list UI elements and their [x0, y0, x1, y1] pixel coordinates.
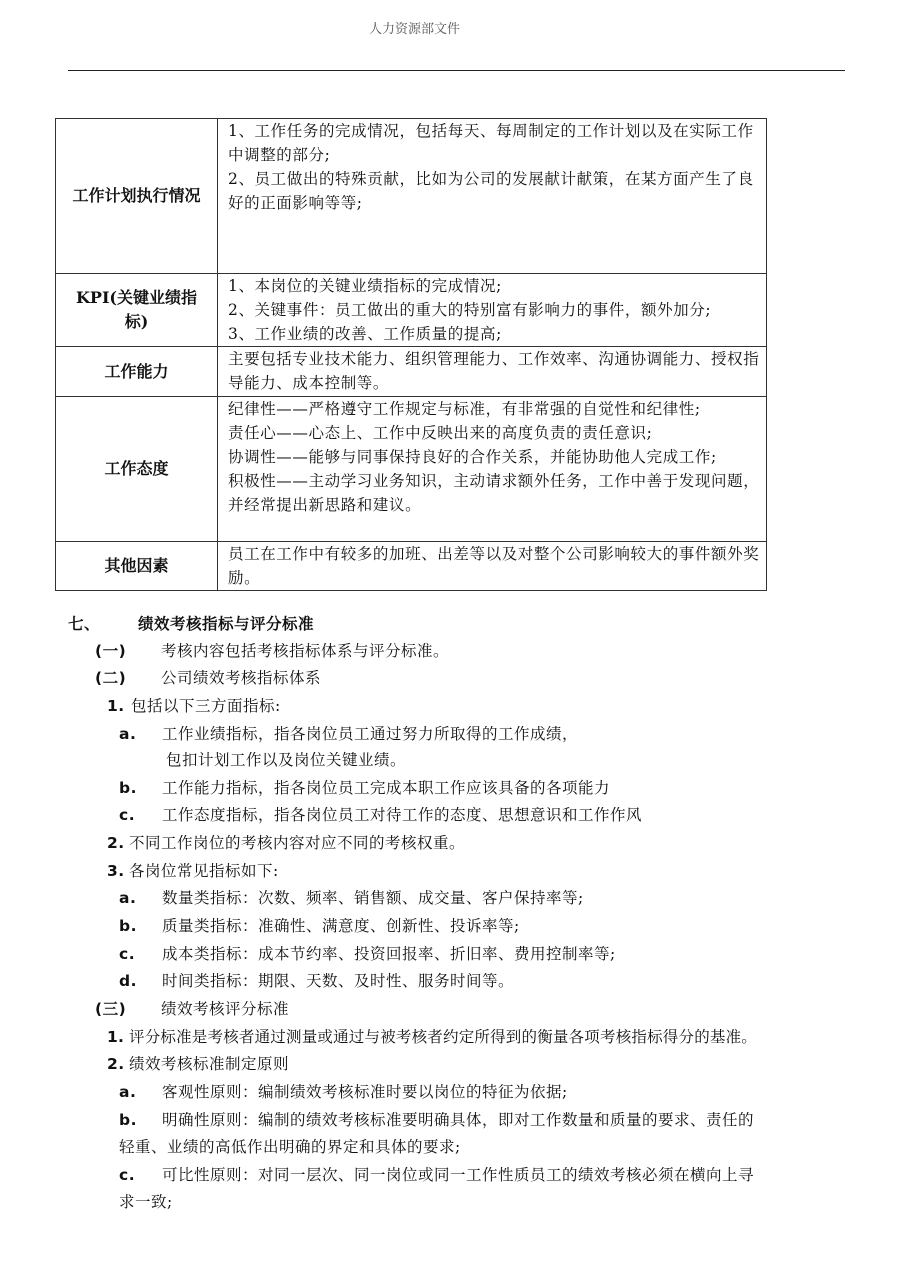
- item-text: 各岗位常见指标如下:: [129, 862, 279, 880]
- row-content: [218, 397, 767, 542]
- outline-item: [119, 1108, 754, 1130]
- item-text: 工作业绩指标，指各岗位员工通过努力所取得的工作成绩，: [162, 725, 579, 743]
- item-text: 绩效考核标准制定原则: [129, 1055, 290, 1073]
- row-content: [218, 274, 767, 347]
- item-text: 求一致;: [119, 1193, 173, 1211]
- outline-item: [119, 803, 642, 825]
- content-line: 1、本岗位的关键业绩指标的完成情况;: [228, 277, 502, 295]
- content-line: 1、工作任务的完成情况，包括每天、每周制定的工作计划以及在实际工作中调整的部分;: [228, 122, 754, 164]
- content-line: 2、员工做出的特殊贡献，比如为公司的发展献计献策，在某方面产生了良好的正面影响等等;: [228, 170, 754, 212]
- content-line: 员工在工作中有较多的加班、出差等以及对整个公司影响较大的事件额外奖励。: [228, 545, 760, 587]
- outline-item: [107, 694, 281, 716]
- item-marker: a.: [119, 889, 137, 907]
- row-label: 其他因素: [56, 542, 218, 591]
- content-line: 主要包括专业技术能力、组织管理能力、工作效率、沟通协调能力、授权指导能力、成本控制等。: [228, 350, 760, 392]
- table-row: [56, 542, 767, 591]
- outline-item: [119, 776, 610, 798]
- item-marker: c.: [119, 1166, 136, 1184]
- row-label: 工作能力: [56, 347, 218, 397]
- outline-item: [119, 914, 520, 936]
- item-text: 轻重、业绩的高低作出明确的界定和具体的要求;: [119, 1138, 461, 1156]
- outline-item: [107, 1025, 757, 1047]
- item-text: 可比性原则：对同一层次、同一岗位或同一工作性质员工的绩效考核必须在横向上寻: [162, 1166, 755, 1184]
- row-label: KPI(关键业绩指标): [56, 274, 218, 347]
- content-line: 纪律性——严格遵守工作规定与标准，有非常强的自觉性和纪律性;: [228, 400, 701, 418]
- item-text: 不同工作岗位的考核内容对应不同的考核权重。: [129, 834, 466, 852]
- item-text: 质量类指标：准确性、满意度、创新性、投诉率等;: [162, 917, 520, 935]
- outline-item: [119, 969, 514, 991]
- row-label: 工作计划执行情况: [56, 119, 218, 274]
- item-text: 成本类指标：成本节约率、投资回报率、折旧率、费用控制率等;: [162, 945, 616, 963]
- item-text: 工作能力指标，指各岗位员工完成本职工作应该具备的各项能力: [162, 779, 611, 797]
- outline-item: [119, 1135, 461, 1157]
- row-content: [218, 119, 767, 274]
- outline-item: [119, 1190, 173, 1212]
- item-marker: a.: [119, 1083, 137, 1101]
- table-row: [56, 119, 767, 274]
- content-line: 2、关键事件：员工做出的重大的特别富有影响力的事件，额外加分;: [228, 301, 712, 319]
- section-title: 绩效考核指标与评分标准: [138, 615, 315, 633]
- evaluation-table: [55, 118, 767, 591]
- table-row: [56, 274, 767, 347]
- row-content: [218, 347, 767, 397]
- item-marker: 1.: [107, 1028, 125, 1046]
- item-text: 包扣计划工作以及岗位关键业绩。: [166, 751, 407, 769]
- item-text: 包括以下三方面指标:: [131, 697, 281, 715]
- content-line: 积极性——主动学习业务知识，主动请求额外任务，工作中善于发现问题，并经常提出新思路和建议。: [228, 472, 760, 514]
- outline-item: [95, 639, 449, 661]
- item-text: 公司绩效考核指标体系: [161, 669, 322, 687]
- item-marker: b.: [119, 779, 137, 797]
- item-marker: c.: [119, 945, 136, 963]
- item-text: 评分标准是考核者通过测量或通过与被考核者约定所得到的衡量各项考核指标得分的基准。: [129, 1028, 758, 1046]
- outline-item: [107, 859, 279, 881]
- item-text: 客观性原则：编制绩效考核标准时要以岗位的特征为依据;: [162, 1083, 568, 1101]
- item-marker: a.: [119, 725, 137, 743]
- item-marker: c.: [119, 806, 136, 824]
- item-marker: (三): [95, 1000, 127, 1018]
- content-line: 3、工作业绩的改善、工作质量的提高;: [228, 325, 502, 343]
- section-heading: [68, 612, 314, 634]
- item-text: 考核内容包括考核指标体系与评分标准。: [161, 642, 450, 660]
- item-marker: (二): [95, 669, 127, 687]
- item-marker: 1.: [107, 697, 125, 715]
- item-text: 数量类指标：次数、频率、销售额、成交量、客户保持率等;: [162, 889, 584, 907]
- item-text: 工作态度指标，指各岗位员工对待工作的态度、思想意识和工作作风: [162, 806, 643, 824]
- table-row: [56, 397, 767, 542]
- item-marker: 2.: [107, 834, 125, 852]
- row-content: [218, 542, 767, 591]
- content-line: 责任心——心态上、工作中反映出来的高度负责的责任意识;: [228, 424, 653, 442]
- item-marker: b.: [119, 1111, 137, 1129]
- section-number: 七、: [68, 615, 101, 633]
- item-marker: b.: [119, 917, 137, 935]
- page-header-title: 人力资源部文件: [368, 22, 460, 37]
- outline-item: [119, 886, 584, 908]
- table-row: [56, 347, 767, 397]
- outline-item: [119, 1080, 568, 1102]
- outline-item: [95, 997, 289, 1019]
- content-line: 协调性——能够与同事保持良好的合作关系，并能协助他人完成工作;: [228, 448, 717, 466]
- outline-item: [119, 1163, 754, 1185]
- outline-item: [166, 748, 406, 770]
- outline-item: [107, 831, 465, 853]
- item-text: 明确性原则：编制的绩效考核标准要明确具体，即对工作数量和质量的要求、责任的: [162, 1111, 755, 1129]
- outline-item: [119, 722, 578, 744]
- item-marker: (一): [95, 642, 127, 660]
- item-marker: 2.: [107, 1055, 125, 1073]
- item-text: 时间类指标：期限、天数、及时性、服务时间等。: [162, 972, 515, 990]
- item-marker: d.: [119, 972, 137, 990]
- outline-item: [107, 1052, 289, 1074]
- row-label: 工作态度: [56, 397, 218, 542]
- outline-item: [119, 942, 616, 964]
- item-marker: 3.: [107, 862, 125, 880]
- outline-item: [95, 666, 321, 688]
- header-rule: [68, 70, 845, 71]
- item-text: 绩效考核评分标准: [161, 1000, 290, 1018]
